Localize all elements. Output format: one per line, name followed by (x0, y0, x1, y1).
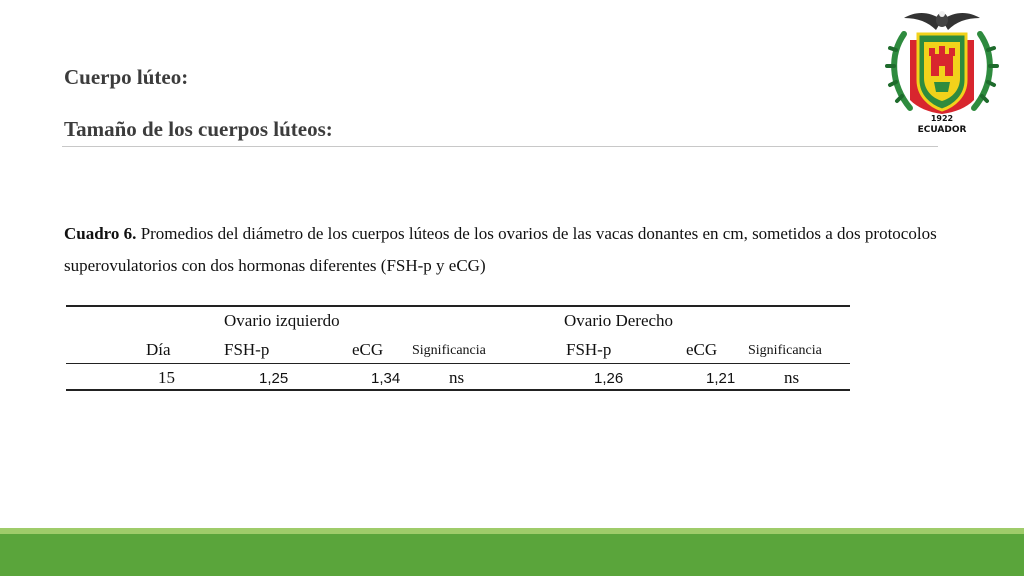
header-rule (66, 363, 850, 364)
university-emblem (884, 4, 1000, 136)
slide-title: Cuerpo lúteo: (64, 65, 189, 89)
cell-ecg-right: 1,21 (706, 370, 736, 387)
footer-bar (0, 534, 1024, 576)
cell-ecg-left: 1,34 (371, 370, 401, 387)
header-ecg-left: eCG (352, 340, 384, 359)
table-caption (64, 218, 984, 282)
group-header-left: Ovario izquierdo (224, 311, 340, 330)
table-top-rule (66, 305, 850, 307)
cell-fsh-left: 1,25 (259, 370, 289, 387)
emblem-icon (884, 4, 1000, 136)
group-header-right: Ovario Derecho (564, 311, 674, 330)
caption-text: Promedios del diámetro de los cuerpos lúteos de los ovarios de las vacas donantes en cm, sometidos a dos protocolos superovulatorios con dos hormonas diferentes (FSH-p y eCG) (64, 224, 937, 275)
slide-subtitle: Tamaño de los cuerpos lúteos: (64, 117, 333, 141)
cell-dia: 15 (158, 368, 175, 387)
cell-significancia-right: ns (784, 368, 800, 387)
cell-significancia-left: ns (449, 368, 465, 387)
data-table (66, 305, 850, 391)
cell-fsh-right: 1,26 (594, 370, 624, 387)
header-significancia-right: Significancia (748, 343, 822, 358)
header-dia: Día (146, 340, 171, 359)
header-fsh-right: FSH-p (566, 340, 612, 359)
table-bottom-rule (66, 389, 850, 391)
caption-label: Cuadro 6. (64, 224, 137, 243)
header-fsh-left: FSH-p (224, 340, 270, 359)
header-ecg-right: eCG (686, 340, 718, 359)
header-significancia-left: Significancia (412, 343, 486, 358)
emblem-country: ECUADOR (917, 125, 967, 135)
emblem-year: 1922 (930, 114, 954, 123)
title-divider (62, 146, 938, 147)
